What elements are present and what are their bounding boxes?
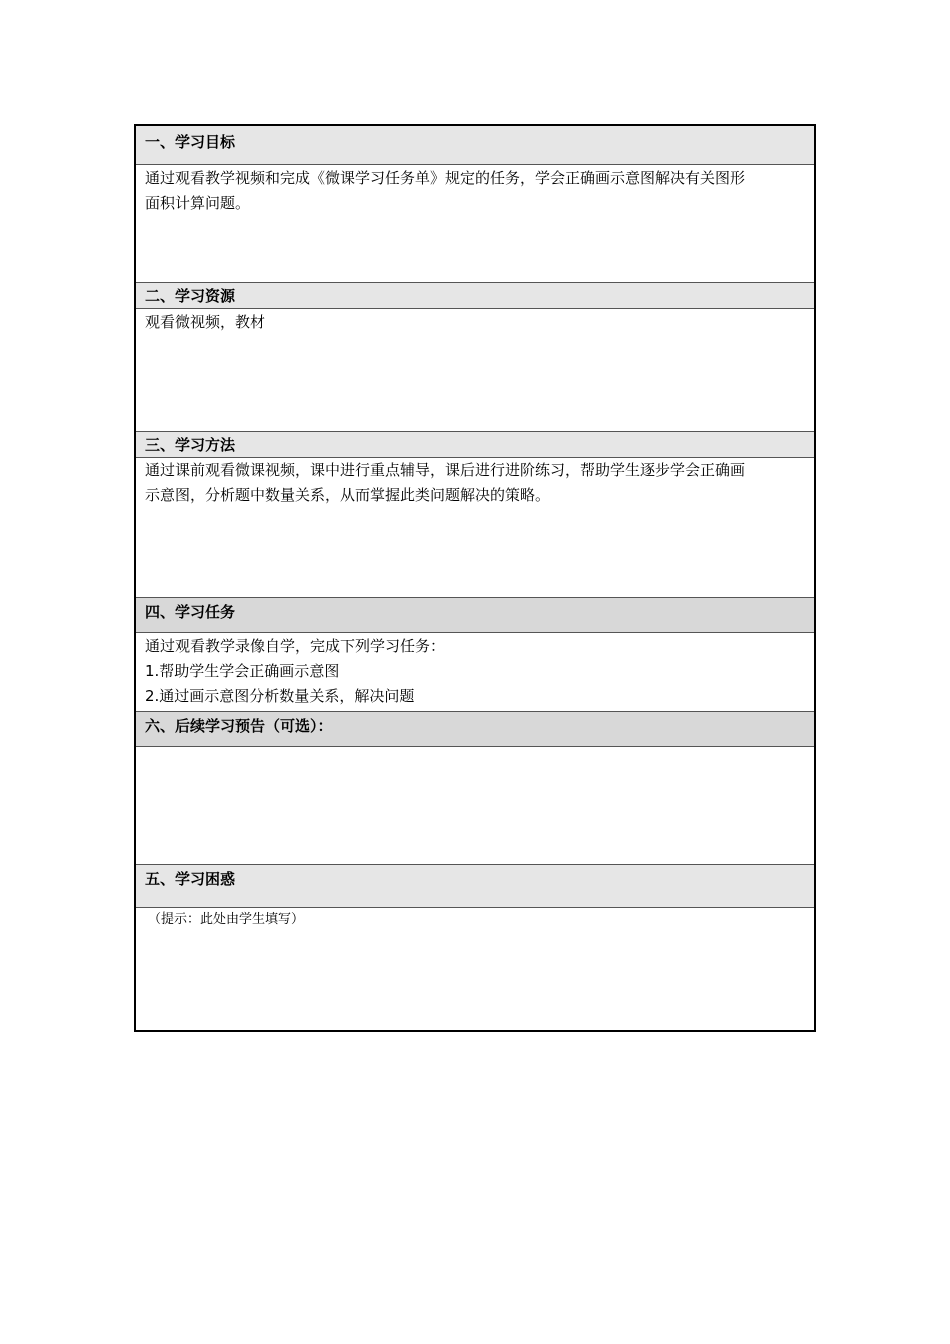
- section-header-learning-methods: [136, 432, 814, 458]
- section-heading: 一、学习目标: [145, 133, 236, 151]
- section-heading: 四、学习任务: [145, 603, 236, 621]
- section-body-learning-methods: [136, 458, 814, 598]
- section-body-follow-up-preview: [136, 747, 814, 865]
- section-text-line: 示意图，分析题中数量关系，从而掌握此类问题解决的策略。: [145, 486, 551, 504]
- section-heading: 五、学习困惑: [145, 870, 236, 888]
- section-text-line: 通过观看教学视频和完成《微课学习任务单》规定的任务，学会正确画示意图解决有关图形: [145, 169, 746, 187]
- section-header-learning-questions: [136, 865, 814, 908]
- section-text-line: 通过课前观看微课视频，课中进行重点辅导，课后进行进阶练习，帮助学生逐步学会正确画: [145, 461, 746, 479]
- section-heading: 三、学习方法: [145, 436, 236, 454]
- section-header-learning-goals: [136, 126, 814, 165]
- student-fill-hint: （提示：此处由学生填写）: [148, 912, 305, 927]
- section-body-learning-resources: [136, 309, 814, 432]
- section-header-learning-resources: [136, 283, 814, 309]
- section-body-learning-tasks: [136, 633, 814, 712]
- section-text-line: 通过观看教学录像自学，完成下列学习任务：: [145, 637, 446, 655]
- section-heading: 六、后续学习预告（可选）：: [145, 717, 333, 735]
- section-text-line: 1.帮助学生学会正确画示意图: [145, 662, 340, 680]
- study-task-form-table: [134, 124, 816, 1032]
- section-heading: 二、学习资源: [145, 287, 236, 305]
- section-text-line: 面积计算问题。: [145, 194, 251, 212]
- section-body-learning-goals: [136, 165, 814, 283]
- section-header-learning-tasks: [136, 598, 814, 633]
- section-text-line: 2.通过画示意图分析数量关系，解决问题: [145, 687, 415, 705]
- section-header-follow-up-preview: [136, 712, 814, 747]
- section-text-line: 观看微视频，教材: [145, 313, 266, 331]
- section-body-learning-questions: [136, 908, 814, 1030]
